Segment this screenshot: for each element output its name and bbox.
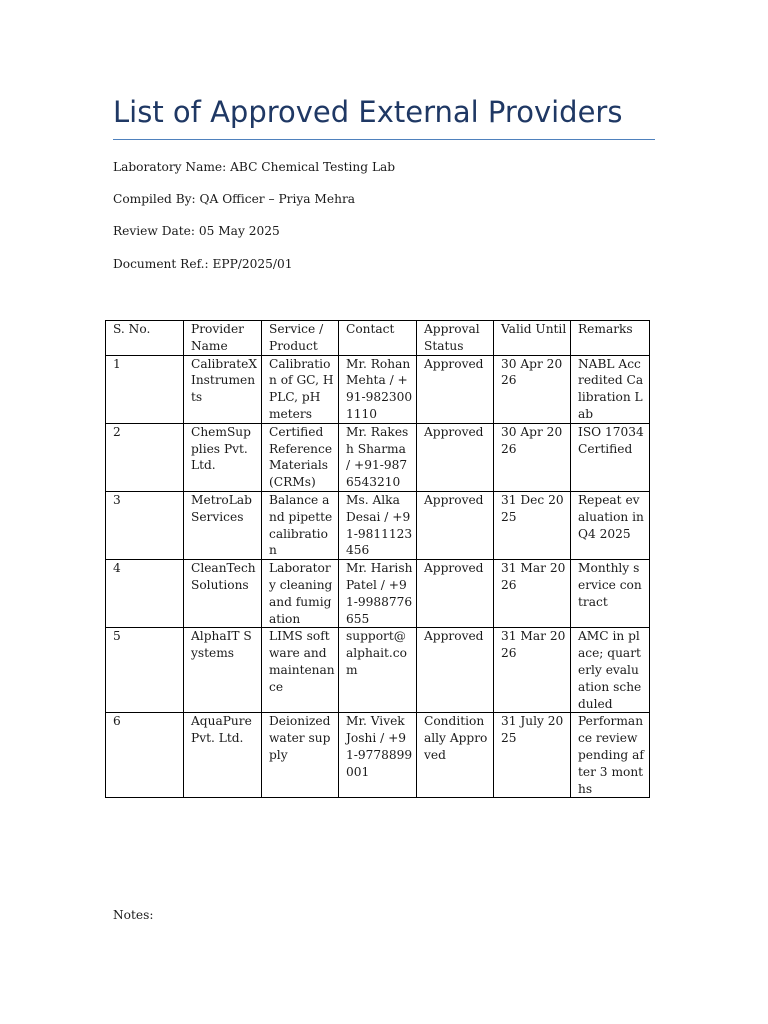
header-service: Service / Product xyxy=(262,321,339,356)
cell-service: Balance and pipette calibration xyxy=(262,491,339,559)
cell-sno: 2 xyxy=(106,423,184,491)
cell-valid-until: 31 July 2025 xyxy=(494,713,571,798)
table-row xyxy=(106,491,650,559)
review-date-line: Review Date: 05 May 2025 xyxy=(113,224,280,238)
cell-valid-until: 30 Apr 2026 xyxy=(494,355,571,423)
cell-approval-status: Approved xyxy=(417,423,494,491)
cell-sno: 3 xyxy=(106,491,184,559)
table-row xyxy=(106,355,650,423)
cell-contact: Ms. Alka Desai / +91-9811123456 xyxy=(339,491,417,559)
cell-valid-until: 31 Dec 2025 xyxy=(494,491,571,559)
cell-sno: 4 xyxy=(106,560,184,628)
cell-approval-status: Approved xyxy=(417,560,494,628)
cell-service: Deionized water supply xyxy=(262,713,339,798)
cell-sno: 1 xyxy=(106,355,184,423)
lab-name-line: Laboratory Name: ABC Chemical Testing Lab xyxy=(113,160,396,174)
cell-approval-status: Conditionally Approved xyxy=(417,713,494,798)
cell-service: Calibration of GC, HPLC, pH meters xyxy=(262,355,339,423)
notes-label: Notes: xyxy=(113,908,154,922)
cell-remarks: Monthly service contract xyxy=(571,560,650,628)
cell-contact: Mr. Vivek Joshi / +91-9778899001 xyxy=(339,713,417,798)
table-row xyxy=(106,423,650,491)
title-divider xyxy=(113,139,655,140)
header-provider-name: Provider Name xyxy=(184,321,262,356)
table-row xyxy=(106,713,650,798)
cell-remarks: ISO 17034 Certified xyxy=(571,423,650,491)
cell-provider-name: MetroLab Services xyxy=(184,491,262,559)
cell-contact: Mr. Rohan Mehta / +91-9823001110 xyxy=(339,355,417,423)
header-approval-status: Approval Status xyxy=(417,321,494,356)
cell-remarks: Performance review pending after 3 months xyxy=(571,713,650,798)
cell-contact: Mr. Harish Patel / +91-9988776655 xyxy=(339,560,417,628)
cell-sno: 6 xyxy=(106,713,184,798)
cell-valid-until: 30 Apr 2026 xyxy=(494,423,571,491)
cell-provider-name: AquaPure Pvt. Ltd. xyxy=(184,713,262,798)
cell-valid-until: 31 Mar 2026 xyxy=(494,560,571,628)
cell-sno: 5 xyxy=(106,628,184,713)
cell-approval-status: Approved xyxy=(417,355,494,423)
header-valid-until: Valid Until xyxy=(494,321,571,356)
document-ref-line: Document Ref.: EPP/2025/01 xyxy=(113,257,293,271)
table-row xyxy=(106,560,650,628)
cell-approval-status: Approved xyxy=(417,491,494,559)
table-row xyxy=(106,628,650,713)
compiled-by-line: Compiled By: QA Officer – Priya Mehra xyxy=(113,192,356,206)
header-remarks: Remarks xyxy=(571,321,650,356)
cell-service: LIMS software and maintenance xyxy=(262,628,339,713)
cell-remarks: AMC in place; quarterly evaluation scheduled xyxy=(571,628,650,713)
cell-remarks: Repeat evaluation in Q4 2025 xyxy=(571,491,650,559)
cell-provider-name: CalibrateX Instruments xyxy=(184,355,262,423)
cell-service: Laboratory cleaning and fumigation xyxy=(262,560,339,628)
cell-approval-status: Approved xyxy=(417,628,494,713)
cell-valid-until: 31 Mar 2026 xyxy=(494,628,571,713)
table-header-row xyxy=(106,321,650,356)
cell-remarks: NABL Accredited Calibration Lab xyxy=(571,355,650,423)
cell-provider-name: ChemSupplies Pvt. Ltd. xyxy=(184,423,262,491)
cell-contact: support@alphait.com xyxy=(339,628,417,713)
document-title: List of Approved External Providers xyxy=(113,95,623,129)
cell-provider-name: AlphaIT Systems xyxy=(184,628,262,713)
cell-service: Certified Reference Materials (CRMs) xyxy=(262,423,339,491)
cell-provider-name: CleanTech Solutions xyxy=(184,560,262,628)
providers-table xyxy=(105,320,650,798)
cell-contact: Mr. Rakesh Sharma / +91-9876543210 xyxy=(339,423,417,491)
header-contact: Contact xyxy=(339,321,417,356)
header-sno: S. No. xyxy=(106,321,184,356)
